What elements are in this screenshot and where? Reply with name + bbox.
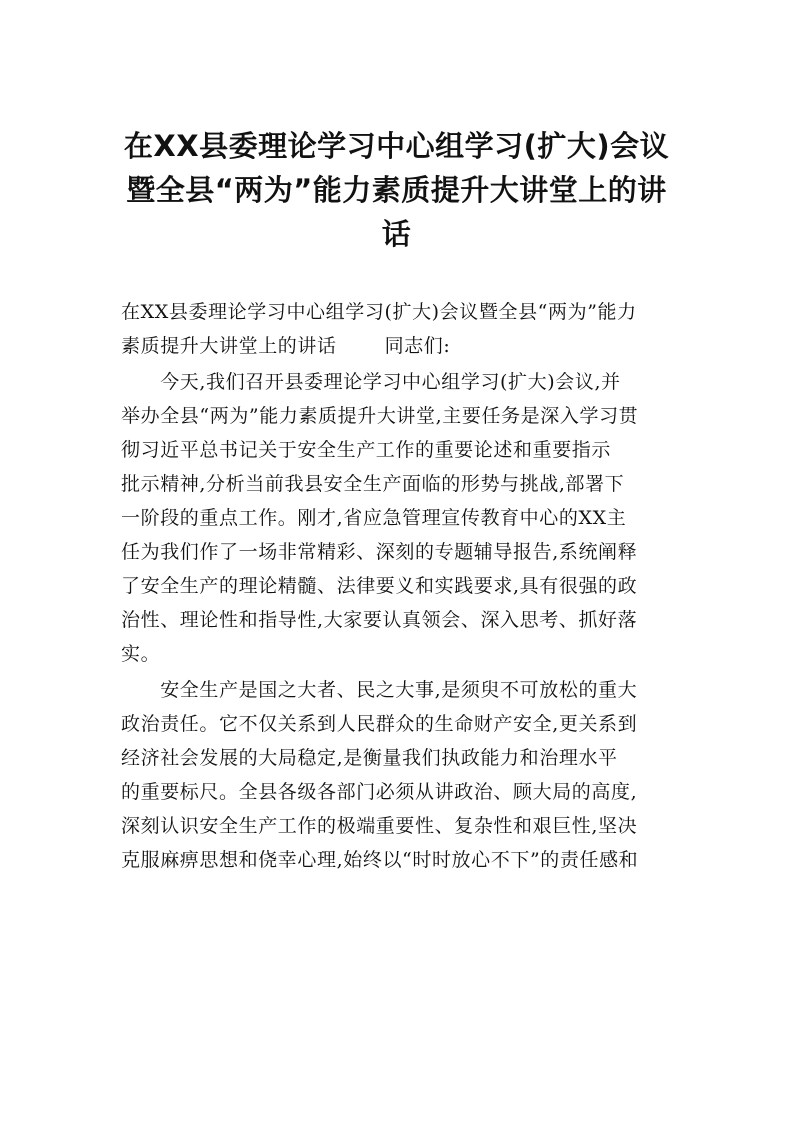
paragraph-line: 举办全县“两为”能力素质提升大讲堂,主要任务是深入学习贯 — [121, 405, 639, 427]
paragraph-line: 深刻认识安全生产工作的极端重要性、复杂性和艰巨性,坚决 — [121, 815, 638, 837]
paragraph-line: 克服麻痹思想和侥幸心理,始终以“时时放心不下”的责任感和 — [121, 849, 639, 871]
paragraph-line: 任为我们作了一场非常精彩、深刻的专题辅导报告,系统阐释 — [121, 541, 638, 563]
paragraph-line: 彻习近平总书记关于安全生产工作的重要论述和重要指示 — [121, 439, 612, 461]
paragraph-line: 了安全生产的理论精髓、法律要义和实践要求,具有很强的政 — [121, 575, 638, 597]
title-line-3: 话 — [381, 217, 412, 251]
paragraph-line: 治性、理论性和指导性,大家要认真领会、深入思考、抓好落 — [121, 609, 638, 631]
title-line-2: 暨全县“两为”能力素质提升大讲堂上的讲 — [126, 173, 667, 207]
paragraph-line: 安全生产是国之大者、民之大事,是须臾不可放松的重大 — [121, 679, 638, 701]
paragraph-line: 今天,我们召开县委理论学习中心组学习(扩大)会议,并 — [121, 371, 621, 393]
intro-line-1: 在XX县委理论学习中心组学习(扩大)会议暨全县“两为”能力 — [121, 301, 637, 323]
document-title — [110, 124, 683, 256]
title-line-1: 在XX县委理论学习中心组学习(扩大)会议 — [123, 129, 670, 163]
paragraph-1 — [121, 365, 673, 671]
paragraph-2 — [121, 673, 673, 877]
paragraph-line: 经济社会发展的大局稳定,是衡量我们执政能力和治理水平 — [121, 747, 618, 769]
intro-subtitle-text: 素质提升大讲堂上的讲话 — [121, 335, 337, 357]
salutation: 同志们: — [384, 335, 451, 357]
paragraph-line: 批示精神,分析当前我县安全生产面临的形势与挑战,部署下 — [121, 473, 625, 495]
intro-paragraph — [121, 295, 673, 363]
paragraph-line: 的重要标尺。全县各级各部门必须从讲政治、顾大局的高度, — [121, 781, 638, 803]
paragraph-line: 一阶段的重点工作。刚才,省应急管理宣传教育中心的XX主 — [121, 507, 627, 529]
paragraph-line: 实。 — [121, 643, 161, 665]
document-body — [121, 295, 673, 879]
paragraph-line: 政治责任。它不仅关系到人民群众的生命财产安全,更关系到 — [121, 713, 638, 735]
intro-line-2 — [121, 329, 673, 363]
